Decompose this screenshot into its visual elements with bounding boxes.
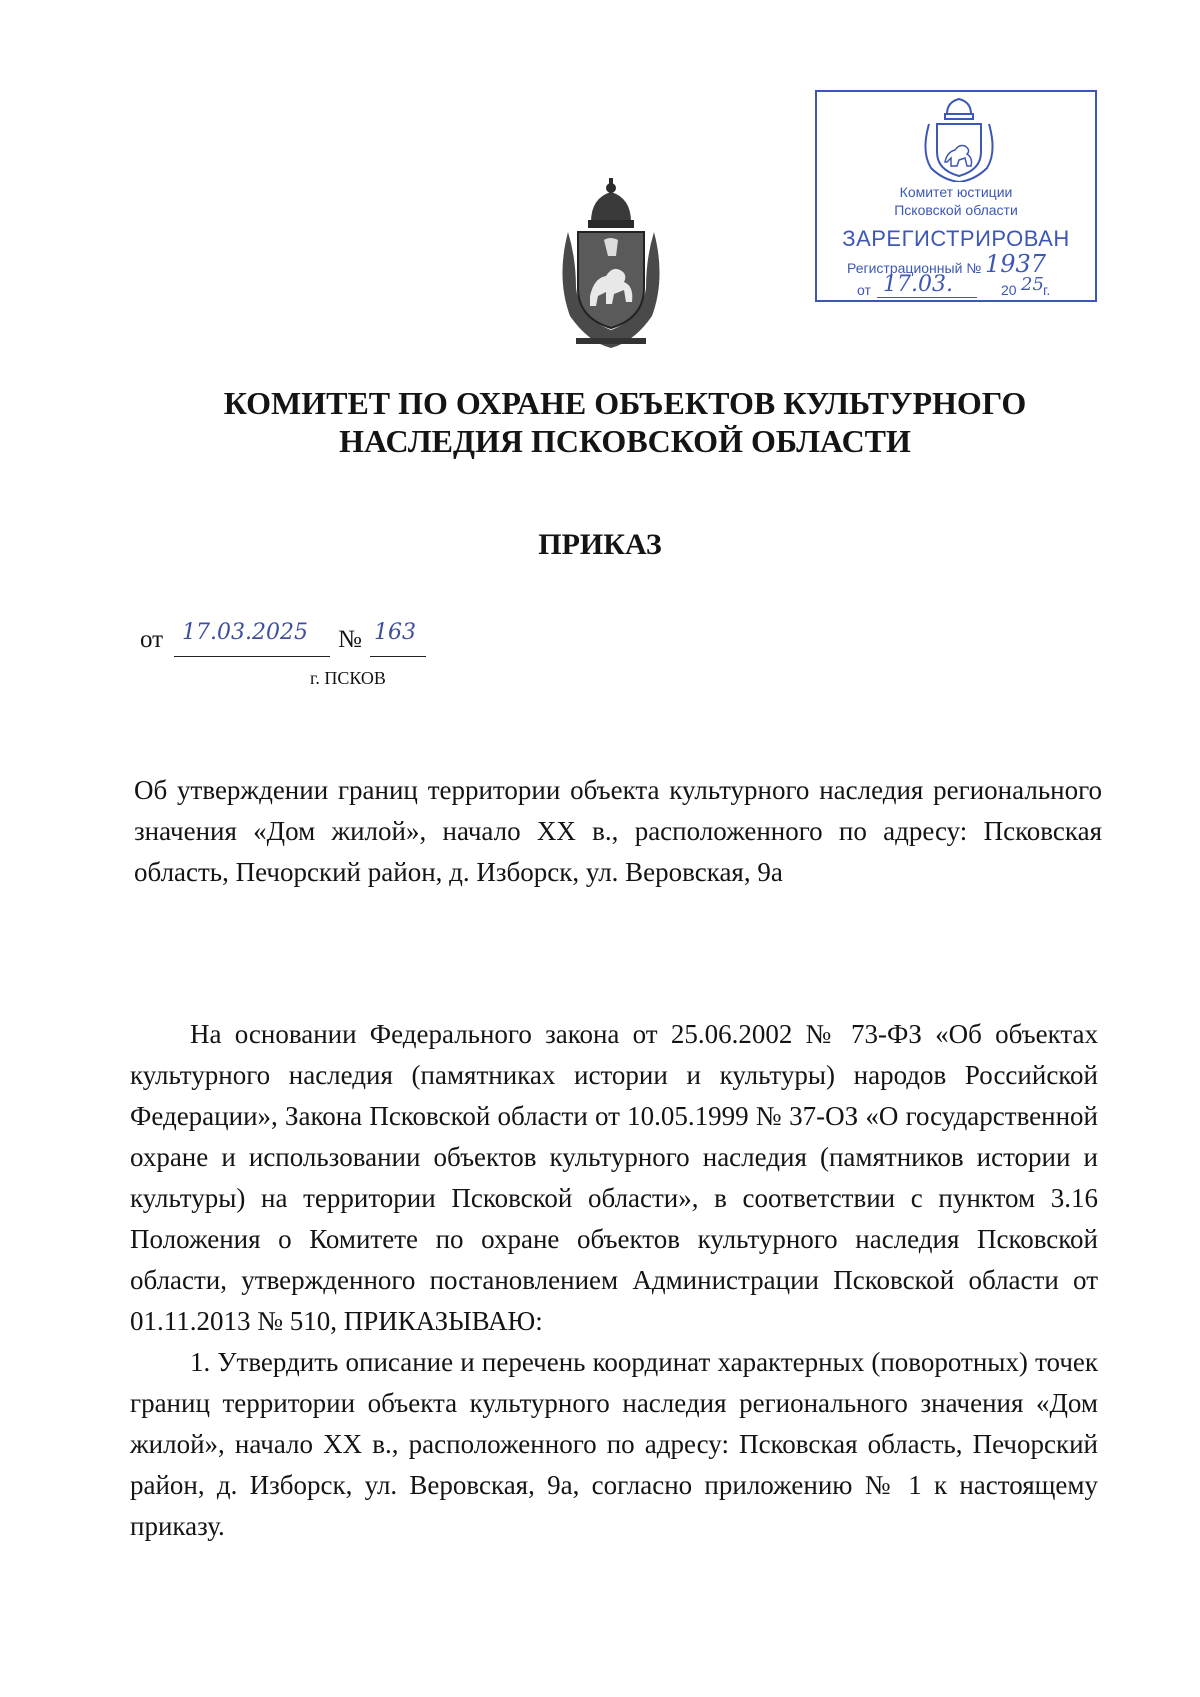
stamp-coat-of-arms-icon [921, 96, 997, 182]
organization-title-line2: НАСЛЕДИЯ ПСКОВСКОЙ ОБЛАСТИ [339, 423, 911, 459]
stamp-year-suffix: г. [1043, 282, 1051, 298]
stamp-year-value: 25 [1021, 274, 1044, 295]
order-date-underline [174, 656, 330, 657]
order-city: г. ПСКОВ [310, 668, 386, 688]
stamp-year-prefix: 20 [1001, 282, 1017, 298]
order-subject: Об утверждении границ территории объекта культурного наследия регионального значения «Дом жилой», начало XX в., расположенного по адресу: Псковская область, Печорский район, д. Изборск, ул. Веровская, 9а [134, 775, 1102, 887]
coat-of-arms-emblem [554, 178, 668, 350]
registration-stamp [815, 90, 1097, 302]
stamp-date-underline [877, 297, 977, 298]
stamp-date-prefix: от [857, 282, 871, 298]
order-item-1: 1. Утвердить описание и перечень координат характерных (поворотных) точек границ территории объекта культурного наследия регионального значения «Дом жилой», начало XX в., расположенного по адресу: Псковская область, Печорский район, д. Изборск, ул. Веровская, 9а, согласно приложению № 1 к настоящему приказу. [130, 1347, 1098, 1541]
order-body [130, 1014, 1098, 1547]
order-date-value: 17.03.2025 [182, 620, 308, 645]
stamp-reg-number-label: Регистрационный № [847, 260, 982, 276]
order-number-value: 163 [374, 620, 416, 645]
stamp-org-line2: Псковской области [894, 202, 1018, 218]
stamp-status: ЗАРЕГИСТРИРОВАН [842, 226, 1070, 251]
stamp-org-line1: Комитет юстиции [899, 184, 1013, 200]
order-number-prefix: № [338, 626, 362, 653]
order-date-prefix: от [140, 626, 164, 653]
stamp-reg-number: 1937 [985, 250, 1047, 278]
organization-title-line1: КОМИТЕТ ПО ОХРАНЕ ОБЪЕКТОВ КУЛЬТУРНОГО [223, 385, 1027, 421]
stamp-date-value: 17.03. [883, 272, 953, 297]
order-preamble: На основании Федерального закона от 25.06.2002 № 73-ФЗ «Об объектах культурного наследия (памятниках истории и культуры) народов Российской Федерации», Закона Псковской области от 10.05.1999 № 37-ОЗ «О государственной охране и использовании объектов культурного наследия (памятников истории и культуры) на территории Псковской области», в соответствии с пунктом 3.16 Положения о Комитете по охране объектов культурного наследия Псковской области, утвержденного постановлением Администрации Псковской области от 01.11.2013 № 510, ПРИКАЗЫВАЮ: [130, 1019, 1098, 1336]
document-type: ПРИКАЗ [538, 528, 662, 561]
order-number-underline [370, 656, 426, 657]
organization-title [160, 384, 1090, 460]
